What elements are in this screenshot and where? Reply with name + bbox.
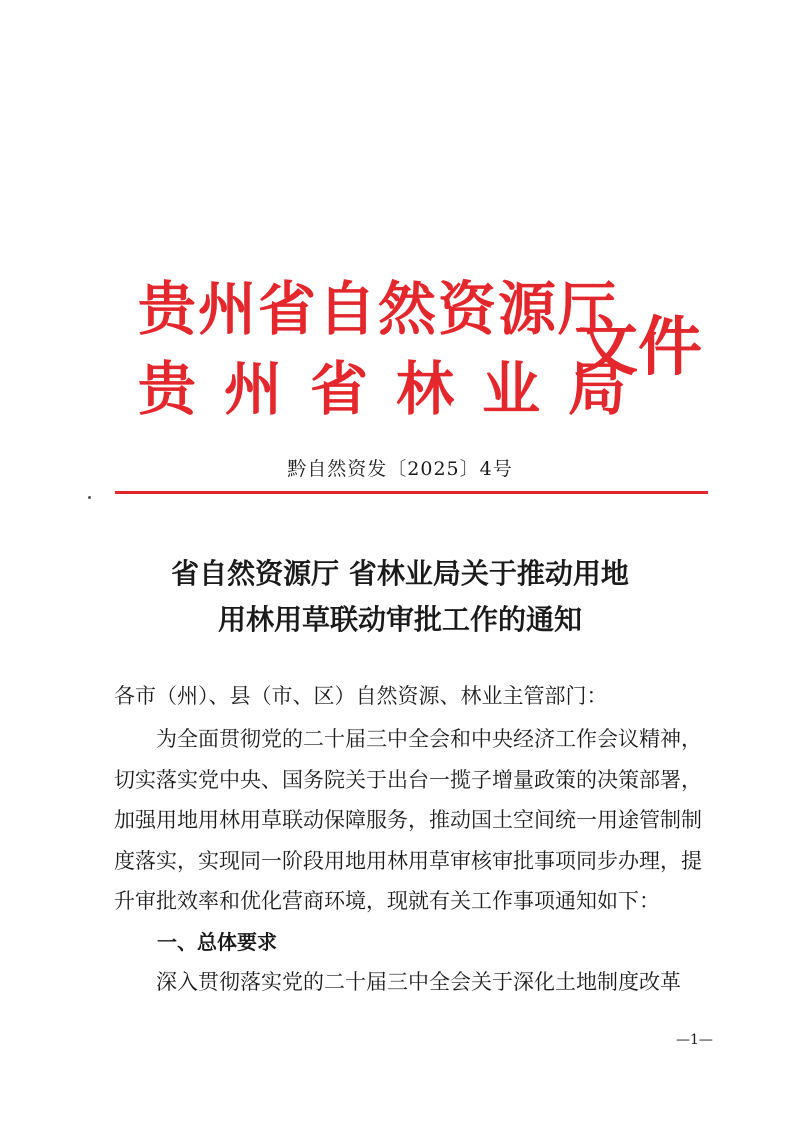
document-type-label: 文件	[574, 310, 702, 385]
paragraph-line: 为全面贯彻党的二十届三中全会和中央经济工作会议精神，	[156, 727, 702, 751]
issuer-line-1: 贵州省自然资源厅	[138, 275, 619, 343]
issuer-line-2: 贵州省林业局	[138, 355, 655, 423]
paragraph-line: 加强用地用林用草联动保障服务，推动国土空间统一用途管制制	[114, 808, 702, 832]
document-number: 黔自然资发〔2025〕4号	[287, 458, 513, 480]
document-title-line-2: 用林用草联动审批工作的通知	[217, 603, 582, 636]
section-heading: 一、总体要求	[157, 930, 277, 954]
scan-speck	[88, 496, 91, 499]
paragraph-line: 深入贯彻落实党的二十届三中全会关于深化土地制度改革	[156, 970, 681, 994]
paragraph-line: 升审批效率和优化营商环境，现就有关工作事项通知如下：	[114, 889, 660, 913]
paragraph-line: 度落实，实现同一阶段用地用林用草审核审批事项同步办理，提	[114, 849, 702, 873]
salutation: 各市（州）、县（市、区）自然资源、林业主管部门：	[114, 684, 608, 708]
paragraph-line: 切实落实党中央、国务院关于出台一揽子增量政策的决策部署，	[114, 768, 702, 792]
document-title-line-1: 省自然资源厅 省林业局关于推动用地	[171, 557, 629, 590]
page-number: —1—	[676, 1032, 713, 1048]
red-divider-rule	[115, 491, 708, 494]
